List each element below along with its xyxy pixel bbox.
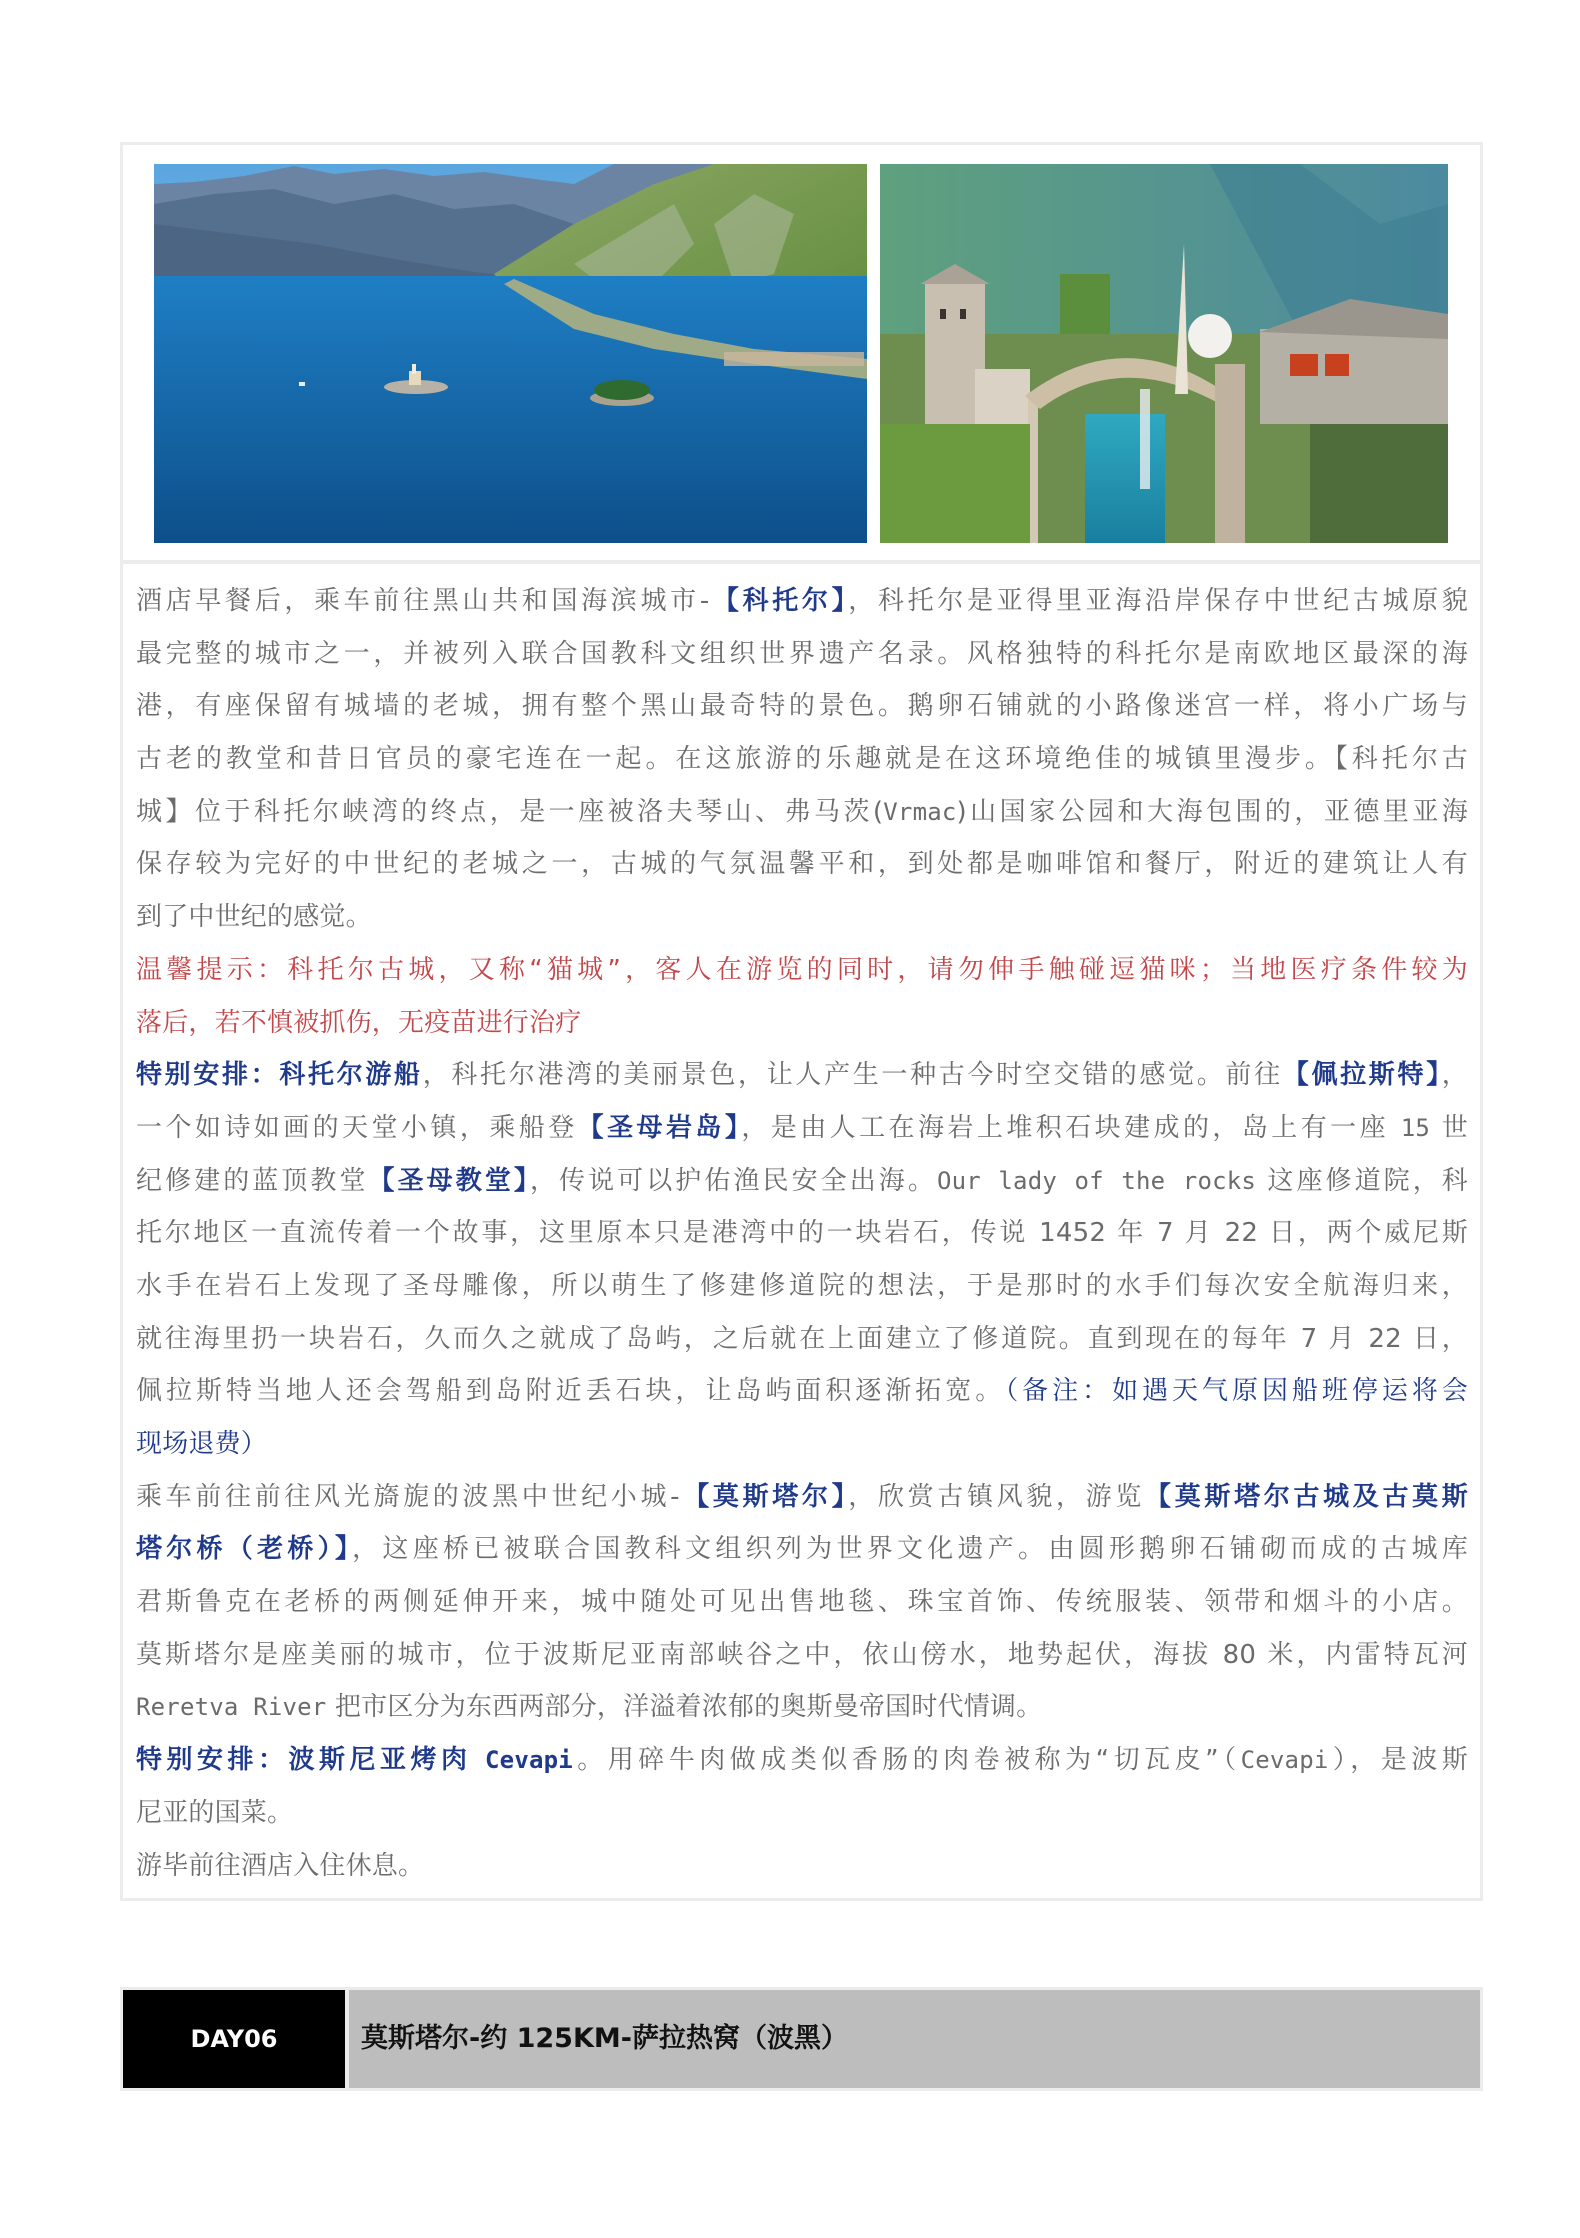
body-text: ，传说可以护佑渔民安全出海。 (529, 1165, 937, 1196)
paragraph-line (136, 1313, 1468, 1366)
body-text: 世 (1430, 1112, 1469, 1143)
day-route-title: 莫斯塔尔-约 125KM-萨拉热窝（波黑） (361, 2023, 848, 2054)
body-text: 城】位于科托尔峡湾的终点，是一座被洛夫琴山、弗马茨( (136, 796, 884, 827)
highlight-text: 特别安排：波斯尼亚烤肉 (136, 1745, 486, 1776)
day-description (136, 575, 1468, 1892)
itinerary-day-card (120, 142, 1483, 1901)
paragraph-line (136, 944, 1468, 997)
paragraph-line (136, 680, 1468, 733)
highlight-text: 【佩拉斯特】 (1282, 1060, 1442, 1091)
paragraph-line (136, 575, 1468, 628)
paragraph-line (136, 1102, 1468, 1155)
body-text: 15 (1400, 1113, 1431, 1142)
body-text: 佩拉斯特当地人还会驾船到岛附近丢石块，让岛屿面积逐渐拓宽。 (136, 1376, 1006, 1407)
body-text: ，欣赏古镇风貌，游览 (848, 1481, 1146, 1512)
day-header-bar (120, 1987, 1483, 2091)
paragraph-line (136, 1840, 1468, 1893)
paragraph-line (136, 1576, 1468, 1629)
paragraph-line (136, 1523, 1468, 1576)
body-text: 君斯鲁克在老桥的两侧延伸开来，城中随处可见出售地毯、珠宝首饰、传统服装、领带和烟斗的小店。 (136, 1587, 1468, 1618)
paragraph-line (136, 786, 1468, 839)
highlight-text: 【莫斯塔尔】 (679, 1481, 849, 1512)
body-text: ，是由人工在海岩上堆积石块建成的，岛上有一座 (741, 1112, 1401, 1143)
highlight-text: 塔尔桥（老桥）】 (136, 1534, 353, 1565)
paragraph-line (136, 1365, 1468, 1418)
body-text: Reretva River (136, 1693, 327, 1722)
body-text: 游毕前往酒店入住休息。 (136, 1850, 425, 1881)
paragraph-line (136, 838, 1468, 891)
highlight-text: 【圣母岩岛】 (577, 1112, 742, 1143)
paragraph-line (136, 1681, 1468, 1734)
body-text: 莫斯塔尔是座美丽的城市，位于波斯尼亚南部峡谷之中，依山傍水，地势起伏，海拔 80 米，内雷特瓦河 (136, 1639, 1468, 1670)
body-text: 最完整的城市之一，并被列入联合国教科文组织世界遗产名录。风格独特的科托尔是南欧地区最深的海 (136, 638, 1468, 669)
body-text: ，这座桥已被联合国教科文组织列为世界文化遗产。由圆形鹅卵石铺砌而成的古城库 (352, 1534, 1468, 1565)
paragraph-line (136, 1418, 1468, 1471)
paragraph-line (136, 1787, 1468, 1840)
paragraph-line (136, 1260, 1468, 1313)
body-text: 乘车前往前往风光旖旎的波黑中世纪小城- (136, 1481, 680, 1512)
mostar-bridge-photo (880, 164, 1448, 543)
body-text: 一个如诗如画的天堂小镇，乘船登 (136, 1112, 578, 1143)
highlight-text: 【莫斯塔尔古城及古莫斯 (1145, 1481, 1469, 1512)
paragraph-line (136, 1471, 1468, 1524)
paragraph-line (136, 628, 1468, 681)
body-text: 纪修建的蓝顶教堂 (136, 1165, 369, 1196)
body-text: Cevapi (1240, 1746, 1329, 1775)
paragraph-line (136, 1155, 1468, 1208)
highlight-text: 特别安排：科托尔游船 (136, 1060, 423, 1091)
body-text: 托尔地区一直流传着一个故事，这里原本只是港湾中的一块岩石，传说 1452 年 7 月 22 日，两个威尼斯 (136, 1218, 1468, 1249)
body-text: 现场退费） (136, 1429, 268, 1459)
body-text: 尼亚的国菜。 (136, 1797, 294, 1828)
day-title-cell (349, 1990, 1480, 2088)
body-text: ，科托尔是亚得里亚海沿岸保存中世纪古城原貌 (848, 586, 1468, 616)
highlight-text: Cevapi (485, 1746, 573, 1775)
body-text: ， (1441, 1060, 1468, 1091)
body-text: 港，有座保留有城墙的老城，拥有整个黑山最奇特的景色。鹅卵石铺就的小路像迷宫一样，将小广场与 (136, 691, 1468, 722)
day-badge: DAY06 (123, 1990, 345, 2088)
paragraph-line (136, 891, 1468, 944)
paragraph-line (136, 1049, 1468, 1102)
body-text: （备注：如遇天气原因船班停运将会 (1005, 1376, 1468, 1407)
kotor-bay-image (154, 164, 867, 543)
body-text: Vrmac (883, 797, 957, 826)
body-text: ），是波斯 (1328, 1745, 1468, 1776)
body-text: 到了中世纪的感觉。 (136, 902, 372, 933)
body-text: 水手在岩石上发现了圣母雕像，所以萌生了修建修道院的想法，于是那时的水手们每次安全航海归来， (136, 1270, 1468, 1301)
paragraph-line (136, 1629, 1468, 1682)
highlight-text: 【圣母教堂】 (368, 1165, 530, 1196)
highlight-text: 【科托尔】 (709, 586, 849, 616)
body-text: 酒店早餐后，乘车前往黑山共和国海滨城市- (136, 586, 710, 616)
warning-text: 温馨提示：科托尔古城，又称“猫城”，客人在游览的同时，请勿伸手触碰逗猫咪；当地医疗条件较为 (136, 954, 1468, 985)
section-divider (123, 560, 1480, 564)
body-text: ，科托尔港湾的美丽景色，让人产生一种古今时空交错的感觉。前往 (422, 1060, 1283, 1091)
paragraph-line (136, 997, 1468, 1050)
body-text: )山国家公园和大海包围的，亚德里亚海 (956, 796, 1468, 827)
paragraph-line (136, 1734, 1468, 1787)
body-text: 这座修道院，科 (1256, 1165, 1468, 1196)
paragraph-line (136, 733, 1468, 786)
body-text: 就往海里扔一块岩石，久而久之就成了岛屿，之后就在上面建立了修道院。直到现在的每年 7 月 22 日， (136, 1323, 1468, 1354)
body-text: 。用碎牛肉做成类似香肠的肉卷被称为“切瓦皮”（ (572, 1745, 1241, 1776)
body-text: 古老的教堂和昔日官员的豪宅连在一起。在这旅游的乐趣就是在这环境绝佳的城镇里漫步。【科托尔古 (136, 744, 1468, 775)
warning-text: 落后，若不慎被抓伤，无疫苗进行治疗 (136, 1007, 582, 1038)
mostar-bridge-image (880, 164, 1448, 543)
paragraph-line (136, 1207, 1468, 1260)
body-text: 把市区分为东西两部分，洋溢着浓郁的奥斯曼帝国时代情调。 (326, 1692, 1043, 1723)
body-text: 保存较为完好的中世纪的老城之一，古城的气氛温馨平和，到处都是咖啡馆和餐厅，附近的建筑让人有 (136, 849, 1468, 880)
photo-row (123, 145, 1480, 560)
kotor-bay-photo (154, 164, 867, 543)
body-text: Our lady of the rocks (936, 1166, 1257, 1195)
